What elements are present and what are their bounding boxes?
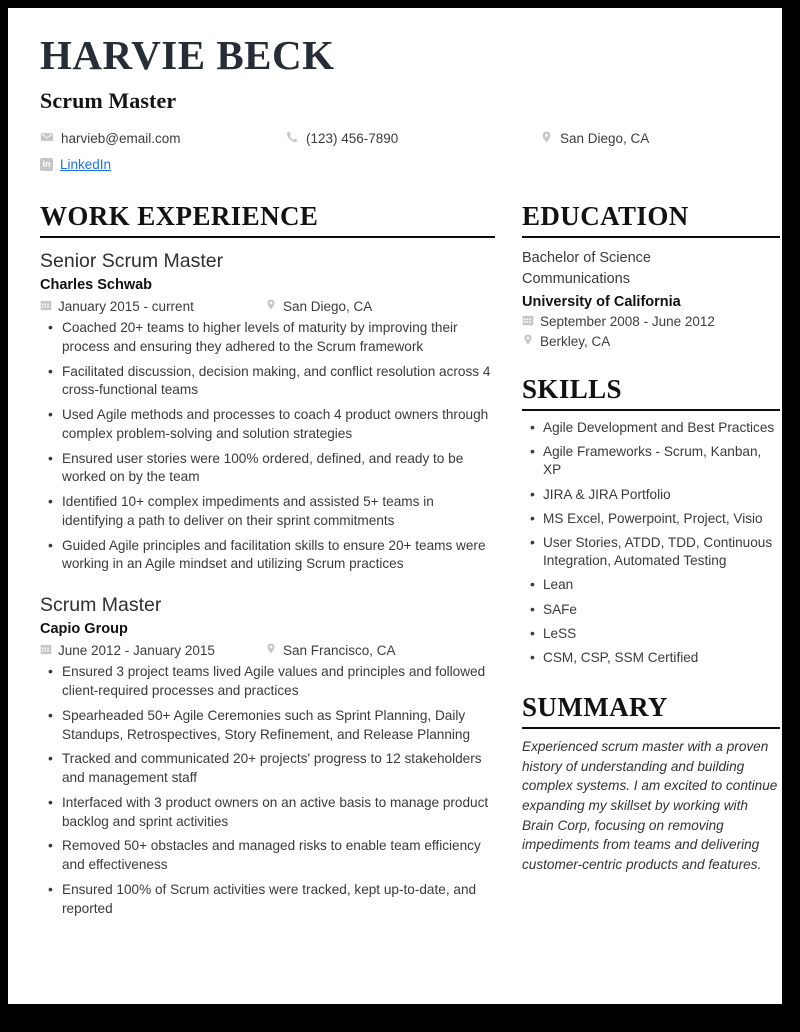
job-entry — [40, 593, 495, 918]
job-location-text: San Francisco, CA — [283, 642, 396, 658]
resume-page — [8, 8, 782, 1004]
job-bullet-list — [40, 663, 495, 918]
job-location — [265, 642, 396, 658]
education-dates-text: September 2008 - June 2012 — [540, 314, 715, 330]
resume-body — [40, 201, 778, 918]
education-entry — [522, 248, 780, 350]
candidate-role: Scrum Master — [40, 88, 177, 114]
skill-item: • LeSS — [522, 625, 780, 643]
left-column — [40, 202, 495, 918]
skill-item: • SAFe — [522, 601, 780, 619]
calendar-icon — [40, 299, 52, 314]
resume-header — [40, 34, 748, 176]
job-bullet: • Ensured user stories were 100% ordered, defined, and ready to be worked on by the team — [40, 450, 495, 488]
contact-row — [40, 127, 748, 176]
job-bullet: • Removed 50+ obstacles and managed risks to enable team efficiency and effectiveness — [40, 837, 495, 875]
skills-section — [522, 375, 780, 667]
education-heading: EDUCATION — [522, 201, 689, 232]
summary-text: Experienced scrum master with a proven history of understanding and building complex systems. I am excited to continue expanding my skillset by working with Brain Corp, focusing on removing impediments from teams and delivering customer-centric products and features. — [522, 738, 778, 873]
phone-icon — [285, 130, 299, 147]
skill-item: • Agile Frameworks - Scrum, Kanban, XP — [522, 443, 780, 479]
job-dates-text: January 2015 - current — [58, 298, 194, 314]
job-location — [265, 298, 372, 314]
contact-email[interactable] — [40, 127, 285, 150]
job-meta — [40, 298, 495, 314]
skill-item: • MS Excel, Powerpoint, Project, Visio — [522, 510, 780, 528]
candidate-name: HARVIE BECK — [40, 32, 335, 78]
right-column — [522, 202, 780, 918]
job-bullet: • Used Agile methods and processes to coach 4 product owners through complex problem-solving and solution strategies — [40, 406, 495, 444]
contact-linkedin[interactable] — [40, 153, 285, 176]
education-dates — [522, 314, 780, 329]
education-section — [522, 202, 780, 349]
job-dates-text: June 2012 - January 2015 — [58, 642, 215, 658]
job-title: Scrum Master — [40, 594, 162, 617]
job-bullet: • Coached 20+ teams to higher levels of maturity by improving their process and ensuring they adhered to the Scrum framework — [40, 319, 495, 357]
job-location-text: San Diego, CA — [283, 298, 373, 314]
summary-section — [522, 693, 780, 875]
skill-item: • Lean — [522, 576, 780, 594]
work-experience-heading: WORK EXPERIENCE — [40, 201, 319, 232]
contact-linkedin-link[interactable]: LinkedIn — [60, 157, 112, 173]
job-bullet: • Facilitated discussion, decision making, and conflict resolution across 4 cross-functional teams — [40, 363, 495, 401]
education-degree: Bachelor of Science — [522, 249, 651, 266]
job-company: Capio Group — [40, 621, 128, 638]
contact-email-text: harvieb@email.com — [61, 131, 181, 147]
section-divider — [522, 727, 780, 729]
summary-heading: SUMMARY — [522, 692, 668, 723]
skill-item: • Agile Development and Best Practices — [522, 419, 780, 437]
job-bullet: • Interfaced with 3 product owners on an active basis to manage product backlog and sprint activities — [40, 794, 495, 832]
education-school: University of California — [522, 294, 681, 311]
envelope-icon — [40, 130, 54, 147]
job-bullet: • Guided Agile principles and facilitation skills to ensure 20+ teams were working in an Agile mindset and utilizing Scrum practices — [40, 537, 495, 575]
job-meta — [40, 642, 495, 658]
skills-heading: SKILLS — [522, 374, 622, 405]
section-divider — [522, 236, 780, 238]
job-bullet: • Identified 10+ complex impediments and assisted 5+ teams in identifying a path to deliver on their sprint commitments — [40, 493, 495, 531]
education-location-text: Berkley, CA — [540, 333, 611, 349]
section-divider — [522, 409, 780, 411]
skill-item: • User Stories, ATDD, TDD, Continuous Integration, Automated Testing — [522, 534, 780, 570]
job-bullet: • Tracked and communicated 20+ projects' progress to 12 stakeholders and management staff — [40, 750, 495, 788]
contact-location-text: San Diego, CA — [560, 131, 650, 147]
calendar-icon — [522, 314, 534, 329]
education-field: Communications — [522, 271, 630, 288]
job-bullet: • Spearheaded 50+ Agile Ceremonies such as Sprint Planning, Daily Standups, Retrospectives, Story Refinement, and Release Planning — [40, 707, 495, 745]
linkedin-icon: in — [40, 158, 53, 171]
job-title: Senior Scrum Master — [40, 249, 224, 272]
job-dates — [40, 299, 265, 314]
job-bullet-list — [40, 319, 495, 574]
map-pin-icon — [522, 333, 534, 349]
map-pin-icon — [265, 642, 277, 658]
map-pin-icon — [265, 298, 277, 314]
job-bullet: • Ensured 3 project teams lived Agile values and principles and followed client-required processes and practices — [40, 663, 495, 701]
calendar-icon — [40, 643, 52, 658]
skill-item: • JIRA & JIRA Portfolio — [522, 486, 780, 504]
skill-item: • CSM, CSP, SSM Certified — [522, 649, 780, 667]
work-experience-section — [40, 202, 495, 918]
skills-list — [522, 419, 780, 667]
map-pin-icon — [540, 130, 553, 147]
contact-phone-text: (123) 456-7890 — [306, 131, 399, 147]
contact-phone[interactable] — [285, 127, 540, 150]
job-entry — [40, 249, 495, 574]
job-bullet: • Ensured 100% of Scrum activities were tracked, kept up-to-date, and reported — [40, 881, 495, 919]
education-location — [522, 333, 780, 349]
contact-location — [540, 127, 740, 150]
job-company: Charles Schwab — [40, 277, 153, 294]
job-dates — [40, 643, 265, 658]
section-divider — [40, 236, 495, 238]
